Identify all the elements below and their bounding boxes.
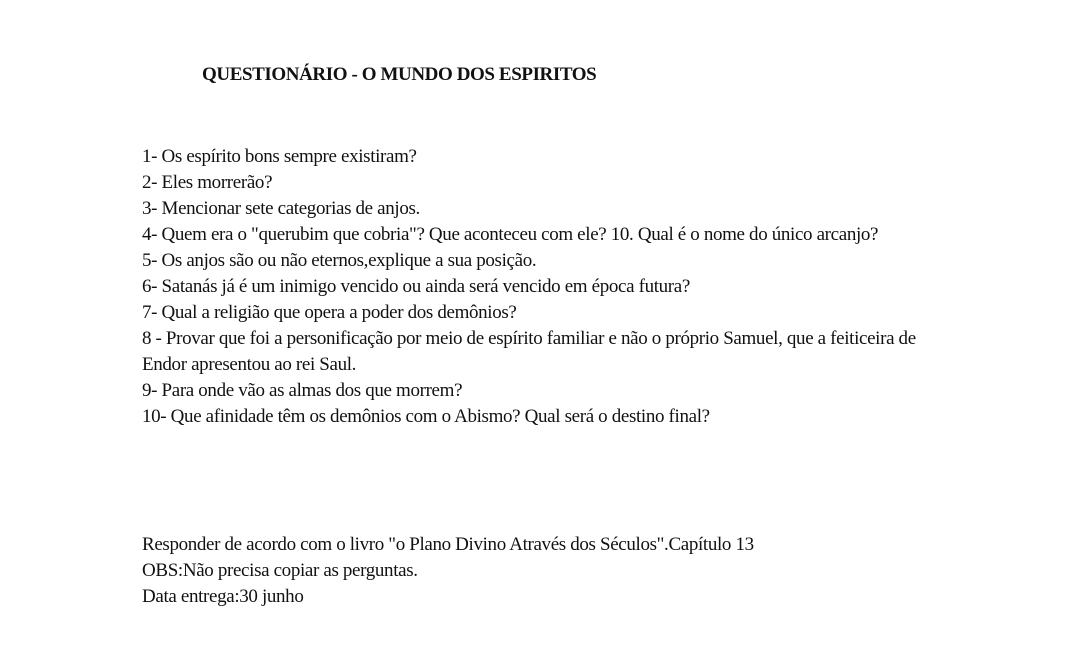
obs-text: OBS:Não precisa copiar as perguntas. <box>142 560 418 581</box>
question-item-8: 8 - Provar que foi a personificação por meio de espírito familiar e não o próprio Samuel, que a feiticeira de Endor apresentou ao rei Saul. <box>142 328 916 375</box>
question-list <box>142 144 942 430</box>
instructions-footer <box>142 532 942 610</box>
question-item-4: 4- Quem era o "querubim que cobria"? Que aconteceu com ele? 10. Qual é o nome do único arcanjo? <box>142 224 879 245</box>
question-item-6: 6- Satanás já é um inimigo vencido ou ainda será vencido em época futura? <box>142 276 690 297</box>
due-date-text: Data entrega:30 junho <box>142 586 304 607</box>
question-item-2: 2- Eles morrerão? <box>142 172 273 193</box>
question-item-9: 9- Para onde vão as almas dos que morrem? <box>142 380 463 401</box>
instruction-text: Responder de acordo com o livro "o Plano Divino Através dos Séculos".Capítulo 13 <box>142 534 754 555</box>
question-item-5: 5- Os anjos são ou não eternos,explique a sua posição. <box>142 250 537 271</box>
question-item-3: 3- Mencionar sete categorias de anjos. <box>142 198 420 219</box>
question-item-7: 7- Qual a religião que opera a poder dos demônios? <box>142 302 517 323</box>
question-item-10: 10- Que afinidade têm os demônios com o Abismo? Qual será o destino final? <box>142 406 710 427</box>
question-item-1: 1- Os espírito bons sempre existiram? <box>142 146 417 167</box>
document-title: QUESTIONÁRIO - O MUNDO DOS ESPIRITOS <box>202 64 597 85</box>
